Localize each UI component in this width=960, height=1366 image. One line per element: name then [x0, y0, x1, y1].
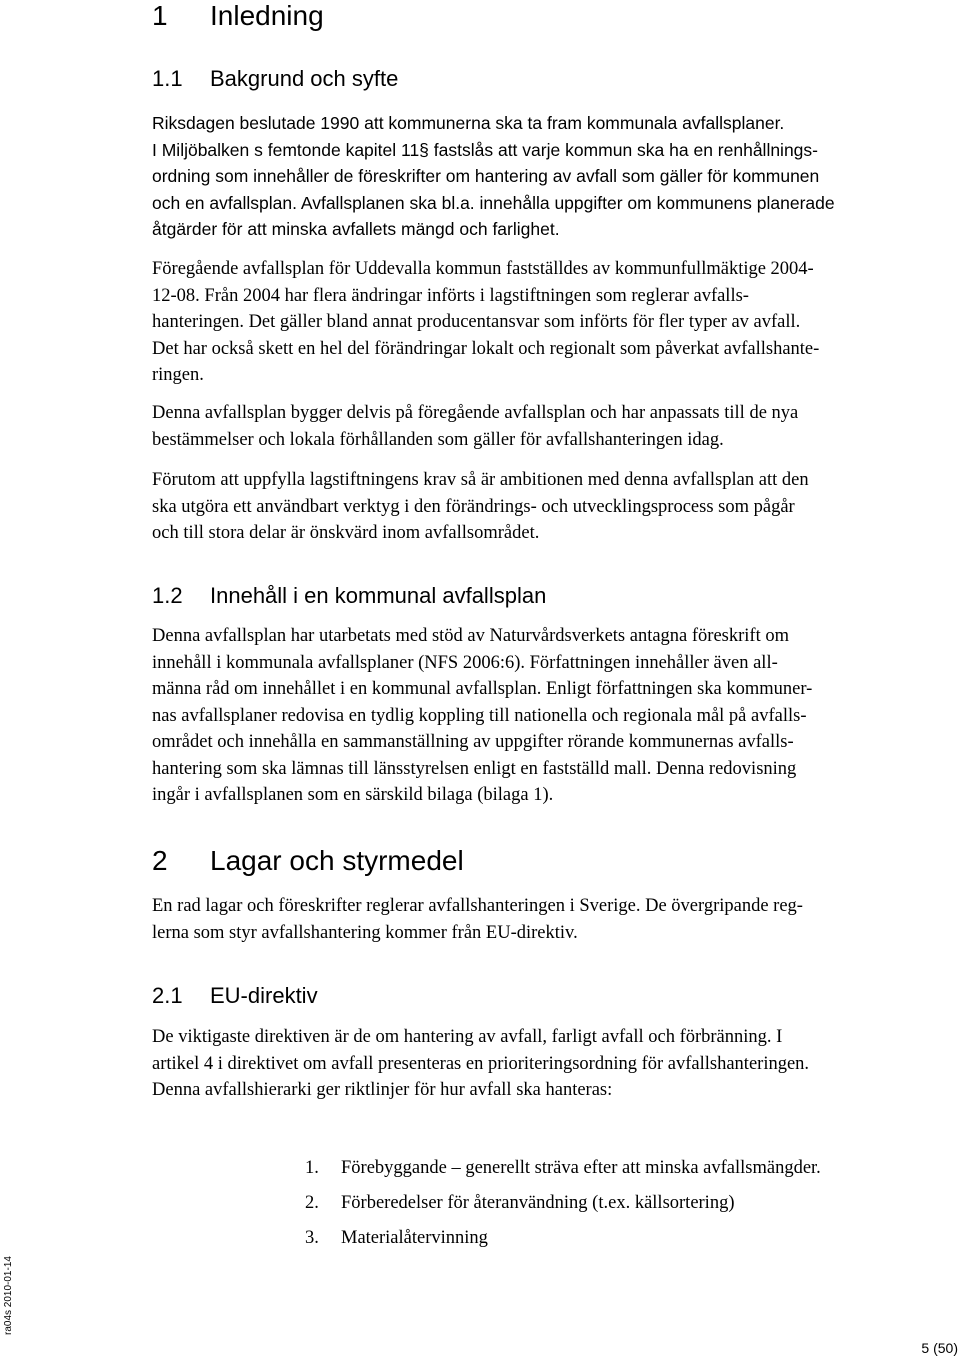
text-line: innehåll i kommunala avfallsplaner (NFS 2006:6). Författningen innehåller även all-: [152, 652, 778, 673]
heading-title: Innehåll i en kommunal avfallsplan: [210, 583, 547, 608]
text-line: bestämmelser och lokala förhållanden som gäller för avfallshanteringen idag.: [152, 429, 724, 450]
heading-number: 1.1: [152, 66, 183, 91]
text-line: ska utgöra ett användbart verktyg i den förändrings- och utvecklingsprocess som pågår: [152, 496, 795, 517]
paragraph-background-3: [152, 400, 942, 453]
text-line: hanteringen. Det gäller bland annat producentansvar som införts för fler typer av avfall.: [152, 312, 801, 332]
text-line: 12-08. Från 2004 har flera ändringar införts i lagstiftningen som reglerar avfalls-: [152, 285, 749, 306]
heading-title: Bakgrund och syfte: [210, 66, 399, 91]
text-line: ringen.: [152, 365, 204, 385]
text-line: nas avfallsplaner redovisa en tydlig koppling till nationella och regionala mål på avfalls-: [152, 705, 807, 726]
heading-1-1: [152, 66, 398, 92]
paragraph-background-4: [152, 467, 942, 547]
heading-2: [152, 845, 464, 877]
paragraph-laws: [152, 893, 942, 946]
list-item: [305, 1155, 821, 1190]
heading-2-1: [152, 983, 318, 1009]
document-code: ra04s 2010-01-14: [3, 1256, 14, 1335]
text-line: hantering som ska lämnas till länsstyrelsen enligt en fastställd mall. Denna redovisning: [152, 758, 797, 779]
paragraph-eu-directives: [152, 1024, 942, 1104]
text-line: Föregående avfallsplan för Uddevalla kommun fastställdes av kommunfullmäktige 2004-: [152, 259, 814, 279]
heading-1: [152, 0, 324, 32]
paragraph-background-2: [152, 256, 942, 389]
text-line: åtgärder för att minska avfallets mängd och farlighet.: [152, 219, 560, 239]
text-line: lerna som styr avfallshantering kommer från EU-direktiv.: [152, 922, 578, 943]
text-line: Förutom att uppfylla lagstiftningens krav så är ambitionen med denna avfallsplan att den: [152, 470, 809, 490]
list-number: 1.: [305, 1158, 319, 1178]
waste-hierarchy-list: [305, 1155, 821, 1260]
heading-title: Lagar och styrmedel: [210, 845, 464, 876]
text-line: ingår i avfallsplanen som en särskild bilaga (bilaga 1).: [152, 785, 554, 805]
list-text: Förberedelser för återanvändning (t.ex. källsortering): [341, 1193, 735, 1213]
heading-title: EU-direktiv: [210, 983, 318, 1008]
text-line: Riksdagen beslutade 1990 att kommunerna ska ta fram kommunala avfallsplaner.: [152, 113, 785, 133]
text-line: området och innehålla en sammanställning av uppgifter rörande kommunernas avfalls-: [152, 732, 794, 752]
text-line: och en avfallsplan. Avfallsplanen ska bl.a. innehålla uppgifter om kommunens planerade: [152, 192, 835, 213]
list-item: [305, 1225, 821, 1260]
heading-number: 1: [152, 0, 168, 31]
list-number: 3.: [305, 1228, 319, 1248]
text-line: männa råd om innehållet i en kommunal avfallsplan. Enligt författningen ska kommuner-: [152, 679, 813, 699]
list-text: Materialåtervinning: [341, 1228, 488, 1248]
list-item: [305, 1190, 821, 1225]
text-line: Denna avfallsplan bygger delvis på föregående avfallsplan och har anpassats till de nya: [152, 403, 799, 423]
text-line: ordning som innehåller de föreskrifter om hantering av avfall som gäller för kommunen: [152, 166, 820, 186]
text-line: En rad lagar och föreskrifter reglerar avfallshanteringen i Sverige. De övergripande reg-: [152, 896, 803, 916]
heading-number: 1.2: [152, 583, 183, 608]
text-line: artikel 4 i direktivet om avfall presenteras en prioriteringsordning för avfallshanteringen.: [152, 1053, 810, 1074]
text-line: De viktigaste direktiven är de om hantering av avfall, farligt avfall och förbränning. I: [152, 1027, 783, 1047]
list-text: Förebyggande – generellt sträva efter att minska avfallsmängder.: [341, 1158, 821, 1178]
page-number: 5 (50): [921, 1340, 958, 1356]
paragraph-plan-content: [152, 623, 942, 809]
text-line: I Miljöbalken s femtonde kapitel 11§ fastslås att varje kommun ska ha en renhållnings-: [152, 139, 818, 160]
text-line: Denna avfallsplan har utarbetats med stöd av Naturvårdsverkets antagna föreskrift om: [152, 626, 789, 646]
text-line: Denna avfallshierarki ger riktlinjer för hur avfall ska hanteras:: [152, 1080, 613, 1100]
paragraph-background-1: [152, 110, 942, 243]
heading-number: 2: [152, 845, 168, 876]
heading-1-2: [152, 583, 546, 609]
heading-title: Inledning: [210, 0, 324, 31]
heading-number: 2.1: [152, 983, 183, 1008]
list-number: 2.: [305, 1193, 319, 1213]
text-line: och till stora delar är önskvärd inom avfallsområdet.: [152, 523, 540, 543]
text-line: Det har också skett en hel del förändringar lokalt och regionalt som påverkat avfallshante-: [152, 338, 820, 359]
